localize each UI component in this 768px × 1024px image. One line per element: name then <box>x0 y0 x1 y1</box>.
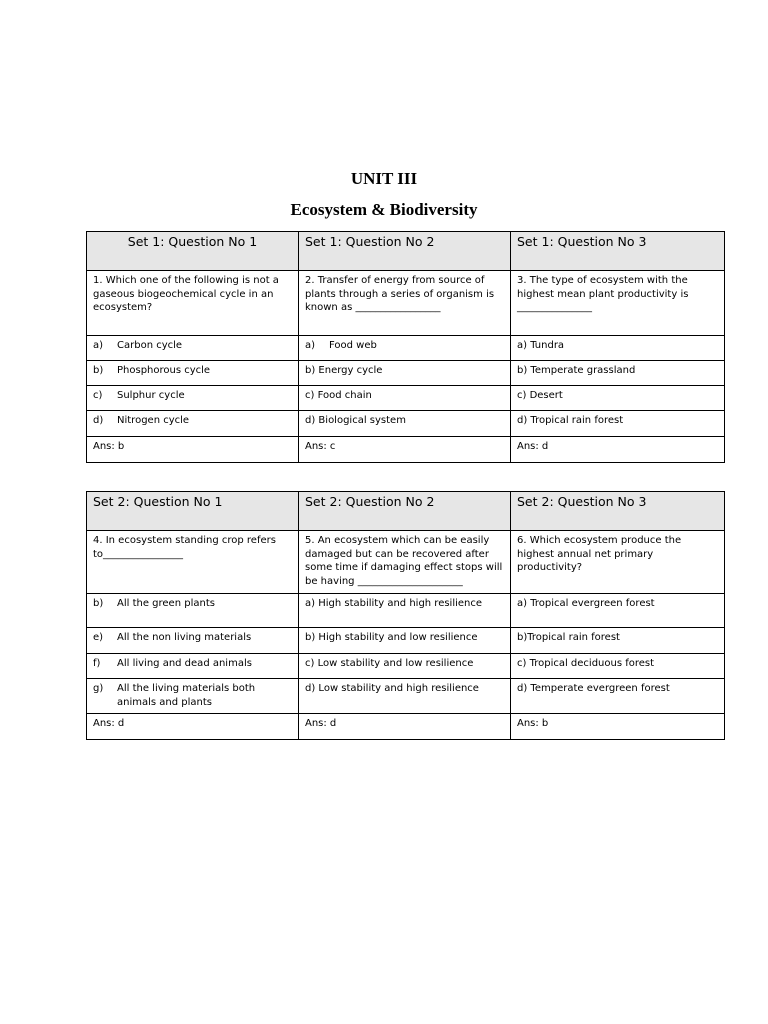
set-2-header-q1: Set 2: Question No 1 <box>87 492 299 531</box>
option-letter: g) <box>93 683 104 694</box>
option-cell: c) Desert <box>511 386 725 411</box>
option-text: Sulphur cycle <box>117 390 185 401</box>
question-4-text: 4. In ecosystem standing crop refers to________________ <box>87 531 299 594</box>
question-1-text: 1. Which one of the following is not a gaseous biogeochemical cycle in an ecosystem? <box>87 271 299 336</box>
question-5-text: 5. An ecosystem which can be easily damaged but can be recovered after some time if damaging effect stops will be having _____________________ <box>299 531 511 594</box>
set-1-header-q3: Set 1: Question No 3 <box>511 232 725 271</box>
option-text: Carbon cycle <box>117 340 183 351</box>
answer-6: Ans: b <box>511 714 725 740</box>
set-1-option-row-b <box>87 361 725 386</box>
option-cell <box>87 654 299 679</box>
question-3-text: 3. The type of ecosystem with the highest mean plant productivity is _______________ <box>511 271 725 336</box>
option-letter: a) <box>305 340 316 351</box>
set-2-header-q2: Set 2: Question No 2 <box>299 492 511 531</box>
option-letter: e) <box>93 632 104 643</box>
set-2-question-row <box>87 531 725 594</box>
set-2-option-row-c <box>87 654 725 679</box>
option-cell: b) Energy cycle <box>299 361 511 386</box>
option-cell <box>87 361 299 386</box>
option-text: All the green plants <box>117 598 215 609</box>
answer-4: Ans: d <box>87 714 299 740</box>
option-letter: d) <box>93 415 104 426</box>
set-1-table <box>86 231 725 463</box>
option-cell: d) Temperate evergreen forest <box>511 679 725 714</box>
set-1-header-q2: Set 1: Question No 2 <box>299 232 511 271</box>
option-letter: f) <box>93 658 101 669</box>
option-cell: b) High stability and low resilience <box>299 628 511 654</box>
set-1-option-row-a <box>87 336 725 361</box>
answer-5: Ans: d <box>299 714 511 740</box>
option-text: All the non living materials <box>117 632 252 643</box>
answer-2: Ans: c <box>299 437 511 463</box>
option-cell <box>87 411 299 437</box>
option-letter: b) <box>93 598 104 609</box>
option-cell: c) Tropical deciduous forest <box>511 654 725 679</box>
option-cell <box>87 594 299 628</box>
option-text: Food web <box>329 340 377 351</box>
option-cell: b)Tropical rain forest <box>511 628 725 654</box>
option-cell <box>87 628 299 654</box>
option-letter: c) <box>93 390 103 401</box>
option-text: Nitrogen cycle <box>117 415 190 426</box>
set-2-option-row-d <box>87 679 725 714</box>
set-1-header-row <box>87 232 725 271</box>
answer-1: Ans: b <box>87 437 299 463</box>
option-text: Phosphorous cycle <box>117 365 211 376</box>
set-2-answer-row <box>87 714 725 740</box>
question-6-text: 6. Which ecosystem produce the highest annual net primary productivity? <box>511 531 725 594</box>
answer-3: Ans: d <box>511 437 725 463</box>
set-1-header-q1: Set 1: Question No 1 <box>87 232 299 271</box>
option-cell: d) Low stability and high resilience <box>299 679 511 714</box>
set-2-table <box>86 491 725 740</box>
set-2-option-row-a <box>87 594 725 628</box>
option-cell <box>87 386 299 411</box>
option-cell: a) Tundra <box>511 336 725 361</box>
option-cell: c) Low stability and low resilience <box>299 654 511 679</box>
option-cell: a) High stability and high resilience <box>299 594 511 628</box>
option-letter: b) <box>93 365 104 376</box>
option-cell: b) Temperate grassland <box>511 361 725 386</box>
set-2-option-row-b <box>87 628 725 654</box>
unit-title: UNIT III <box>350 169 418 188</box>
set-2-header-q3: Set 2: Question No 3 <box>511 492 725 531</box>
option-cell <box>299 336 511 361</box>
option-text: All living and dead animals <box>117 658 252 669</box>
option-cell: d) Biological system <box>299 411 511 437</box>
option-cell: a) Tropical evergreen forest <box>511 594 725 628</box>
option-text: All the living materials both animals and plants <box>117 683 256 708</box>
set-1-question-row <box>87 271 725 336</box>
set-2-header-row <box>87 492 725 531</box>
set-1-option-row-d <box>87 411 725 437</box>
option-letter: a) <box>93 340 104 351</box>
option-cell <box>87 679 299 714</box>
chapter-title: Ecosystem & Biodiversity <box>290 200 478 219</box>
question-2-text: 2. Transfer of energy from source of plants through a series of organism is known as _________________ <box>299 271 511 336</box>
set-1-option-row-c <box>87 386 725 411</box>
set-1-answer-row <box>87 437 725 463</box>
option-cell <box>87 336 299 361</box>
option-cell: c) Food chain <box>299 386 511 411</box>
option-cell: d) Tropical rain forest <box>511 411 725 437</box>
